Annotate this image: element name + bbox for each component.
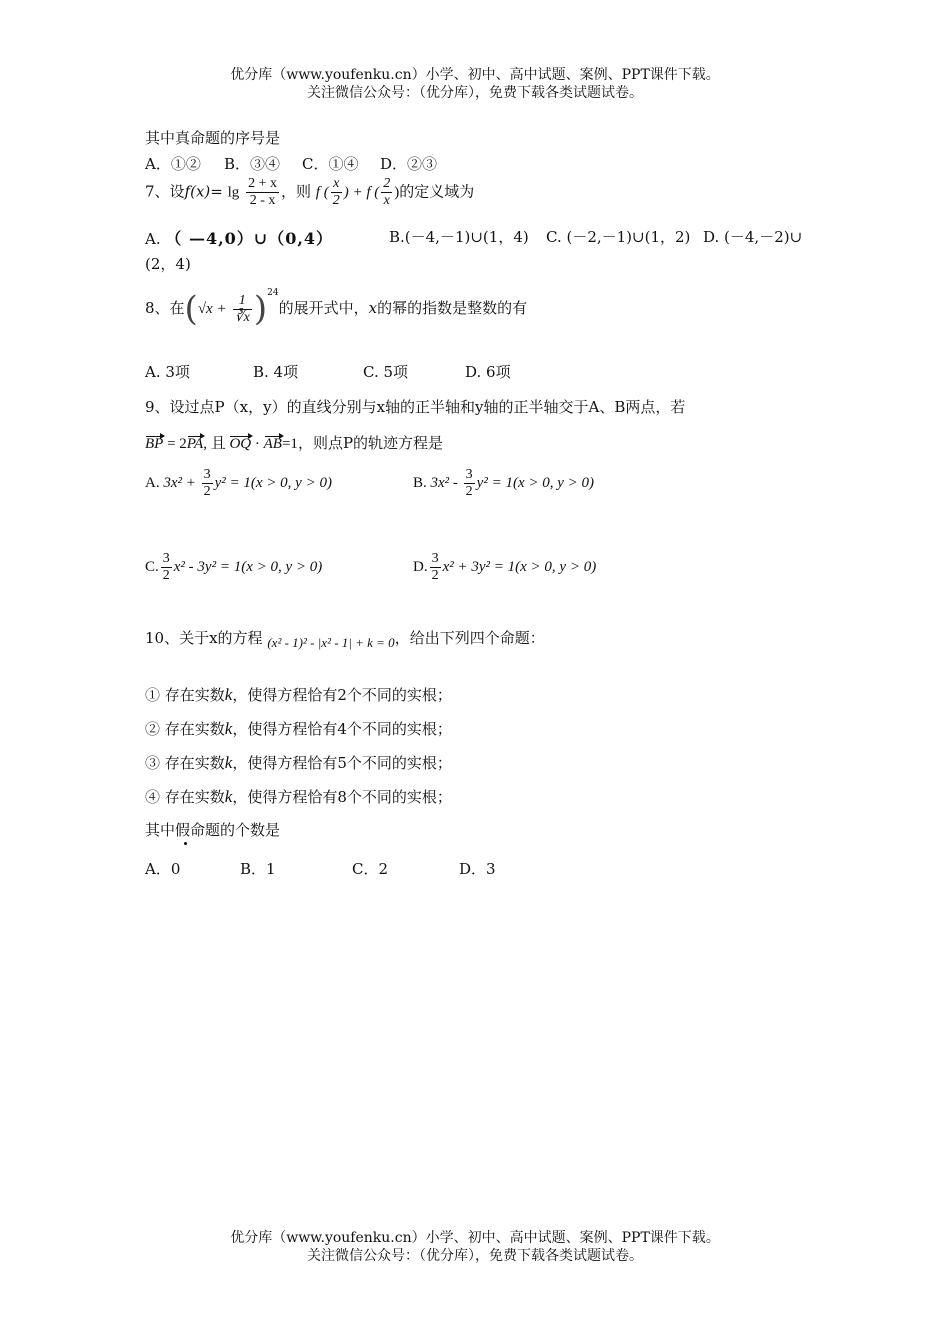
q7-plus: ) + f ( [343, 184, 380, 201]
q6-option-a: A．①② [145, 155, 201, 173]
q8-exponent: 24 [267, 288, 279, 298]
q9-option-b-label: B. [413, 474, 427, 491]
q7-suffix: 的定义域为 [399, 182, 475, 201]
q7-f1: f ( [315, 184, 329, 201]
q9-option-c [145, 551, 322, 584]
q9-vector-ab: AB [263, 436, 282, 452]
q7-option-a-label: A. [145, 230, 161, 248]
q9-condition [145, 432, 443, 453]
q7-prefix: 7、设 [145, 182, 185, 201]
question-8-stem [145, 288, 527, 329]
q10-option-d: D．3 [459, 860, 496, 878]
q7-option-d: D. (－4,－2)∪ [703, 228, 803, 246]
q9-option-d-fraction: $\frac{3}{2}$ [431, 551, 439, 583]
q7-option-b: B.(－4,－1)∪(1，4) [389, 228, 529, 246]
q9-and: , 且 [203, 436, 226, 452]
header-line-2: 关注微信公众号：（优分库），免费下载各类试题试卷。 [307, 85, 643, 101]
q7-fx: f(x)= [184, 182, 223, 201]
q9-vector-oq: OQ [229, 436, 252, 452]
q9-option-b-part1: 3x² - [430, 474, 458, 491]
q10-item-4: ④ 存在实数k，使得方程恰有8个不同的实根； [145, 787, 452, 806]
emphasis-dot [184, 842, 187, 845]
q9-option-a-fraction: $\frac{3}{2}$ [203, 467, 211, 499]
q10-suffix: ，给出下列四个命题： [394, 629, 545, 647]
q10-item-3: ③ 存在实数k，使得方程恰有5个不同的实根； [145, 753, 452, 772]
q7-option-c: C. (－2,－1)∪(1，2) [546, 228, 691, 246]
q7-log-fraction: $\frac{2 + x}{2 - x}$ [248, 176, 277, 208]
footer-line-1: 优分库（www.youfenku.cn）小学、初中、高中试题、案例、PPT课件下载。 [230, 1230, 720, 1246]
q9-option-b-part2: y² = 1(x > 0, y > 0) [476, 474, 594, 491]
q7-close: ) [394, 184, 400, 201]
q6-option-b: B．③④ [224, 155, 281, 173]
q7-lg: lg [227, 184, 240, 201]
q9-option-c-part: x² - 3y² = 1(x > 0, y > 0) [173, 558, 323, 575]
q7-option-d-cont: (2，4) [145, 255, 191, 273]
q9-tail: ，则点P的轨迹方程是 [297, 434, 444, 452]
q7-f1-fraction: $\frac{x}{2}$ [332, 176, 340, 208]
q8-sqrt-x: √x [197, 301, 213, 317]
q8-right-paren: ) [253, 289, 268, 329]
q8-plus: + [217, 301, 226, 317]
q9-option-b-fraction: $\frac{3}{2}$ [465, 467, 473, 499]
q8-option-c: C. 5项 [363, 363, 409, 381]
question-9-line-1: 9、设过点P（x，y）的直线分别与x轴的正半轴和y轴的正半轴交于A、B两点，若 [145, 398, 686, 416]
q9-option-d-part: x² + 3y² = 1(x > 0, y > 0) [442, 558, 597, 575]
q10-stem-bottom: 其中假命题的个数是 [145, 821, 281, 839]
q7-options [145, 226, 333, 249]
q10-equation: (x² - 1)² - |x² - 1| + k = 0 [267, 635, 395, 650]
q7-f2-fraction: $\frac{2}{x}$ [383, 176, 391, 208]
q7-option-a: （ —4,0）∪（0,4） [165, 229, 334, 248]
q8-option-a: A. 3项 [145, 363, 190, 381]
q8-prefix: 8、在 [145, 299, 185, 317]
q9-eq2: =1 [281, 436, 298, 452]
q10-option-a: A．0 [145, 860, 181, 878]
footer-line-2: 关注微信公众号：（优分库），免费下载各类试题试卷。 [307, 1248, 643, 1264]
q9-option-d [413, 551, 596, 584]
q9-option-a [145, 467, 332, 500]
q9-eq1: = 2 [167, 436, 187, 452]
q10-prefix: 10、关于x的方程 [145, 629, 263, 647]
q8-option-b: B. 4项 [253, 363, 299, 381]
q6-option-c: C．①④ [302, 155, 359, 173]
q8-fraction: $\frac{1}{∛x}$ [234, 292, 250, 325]
q9-option-d-label: D. [413, 558, 428, 575]
question-7-stem [145, 176, 474, 209]
q10-item-1: ① 存在实数k，使得方程恰有2个不同的实根； [145, 685, 452, 704]
q10-option-c: C．2 [352, 860, 389, 878]
q6-option-d: D．②③ [380, 155, 438, 173]
q8-var: x [368, 299, 378, 317]
q8-option-d: D. 6项 [465, 363, 511, 381]
question-10-stem [145, 627, 545, 651]
q8-suffix-b: 的幂的指数是整数的有 [377, 299, 528, 317]
q9-dot: · [254, 436, 260, 452]
q8-suffix-a: 的展开式中， [278, 299, 369, 317]
q10-option-b: B．1 [240, 860, 276, 878]
q9-option-a-part1: 3x² + [163, 474, 196, 491]
q10-item-2: ② 存在实数k，使得方程恰有4个不同的实根； [145, 719, 452, 738]
header-line-1: 优分库（www.youfenku.cn）小学、初中、高中试题、案例、PPT课件下载。 [230, 67, 720, 83]
q7-then: ，则 [280, 182, 311, 201]
q8-left-paren: ( [184, 289, 198, 329]
q9-vector-pa: PA [186, 436, 204, 452]
q9-option-a-part2: y² = 1(x > 0, y > 0) [214, 474, 332, 491]
q9-option-c-label: C. [145, 558, 159, 575]
q9-vector-bp: BP [145, 436, 164, 452]
q6-stem: 其中真命题的序号是 [145, 129, 281, 147]
q9-option-c-fraction: $\frac{3}{2}$ [162, 551, 170, 583]
q9-option-b [413, 467, 594, 500]
q9-option-a-label: A. [145, 474, 160, 491]
